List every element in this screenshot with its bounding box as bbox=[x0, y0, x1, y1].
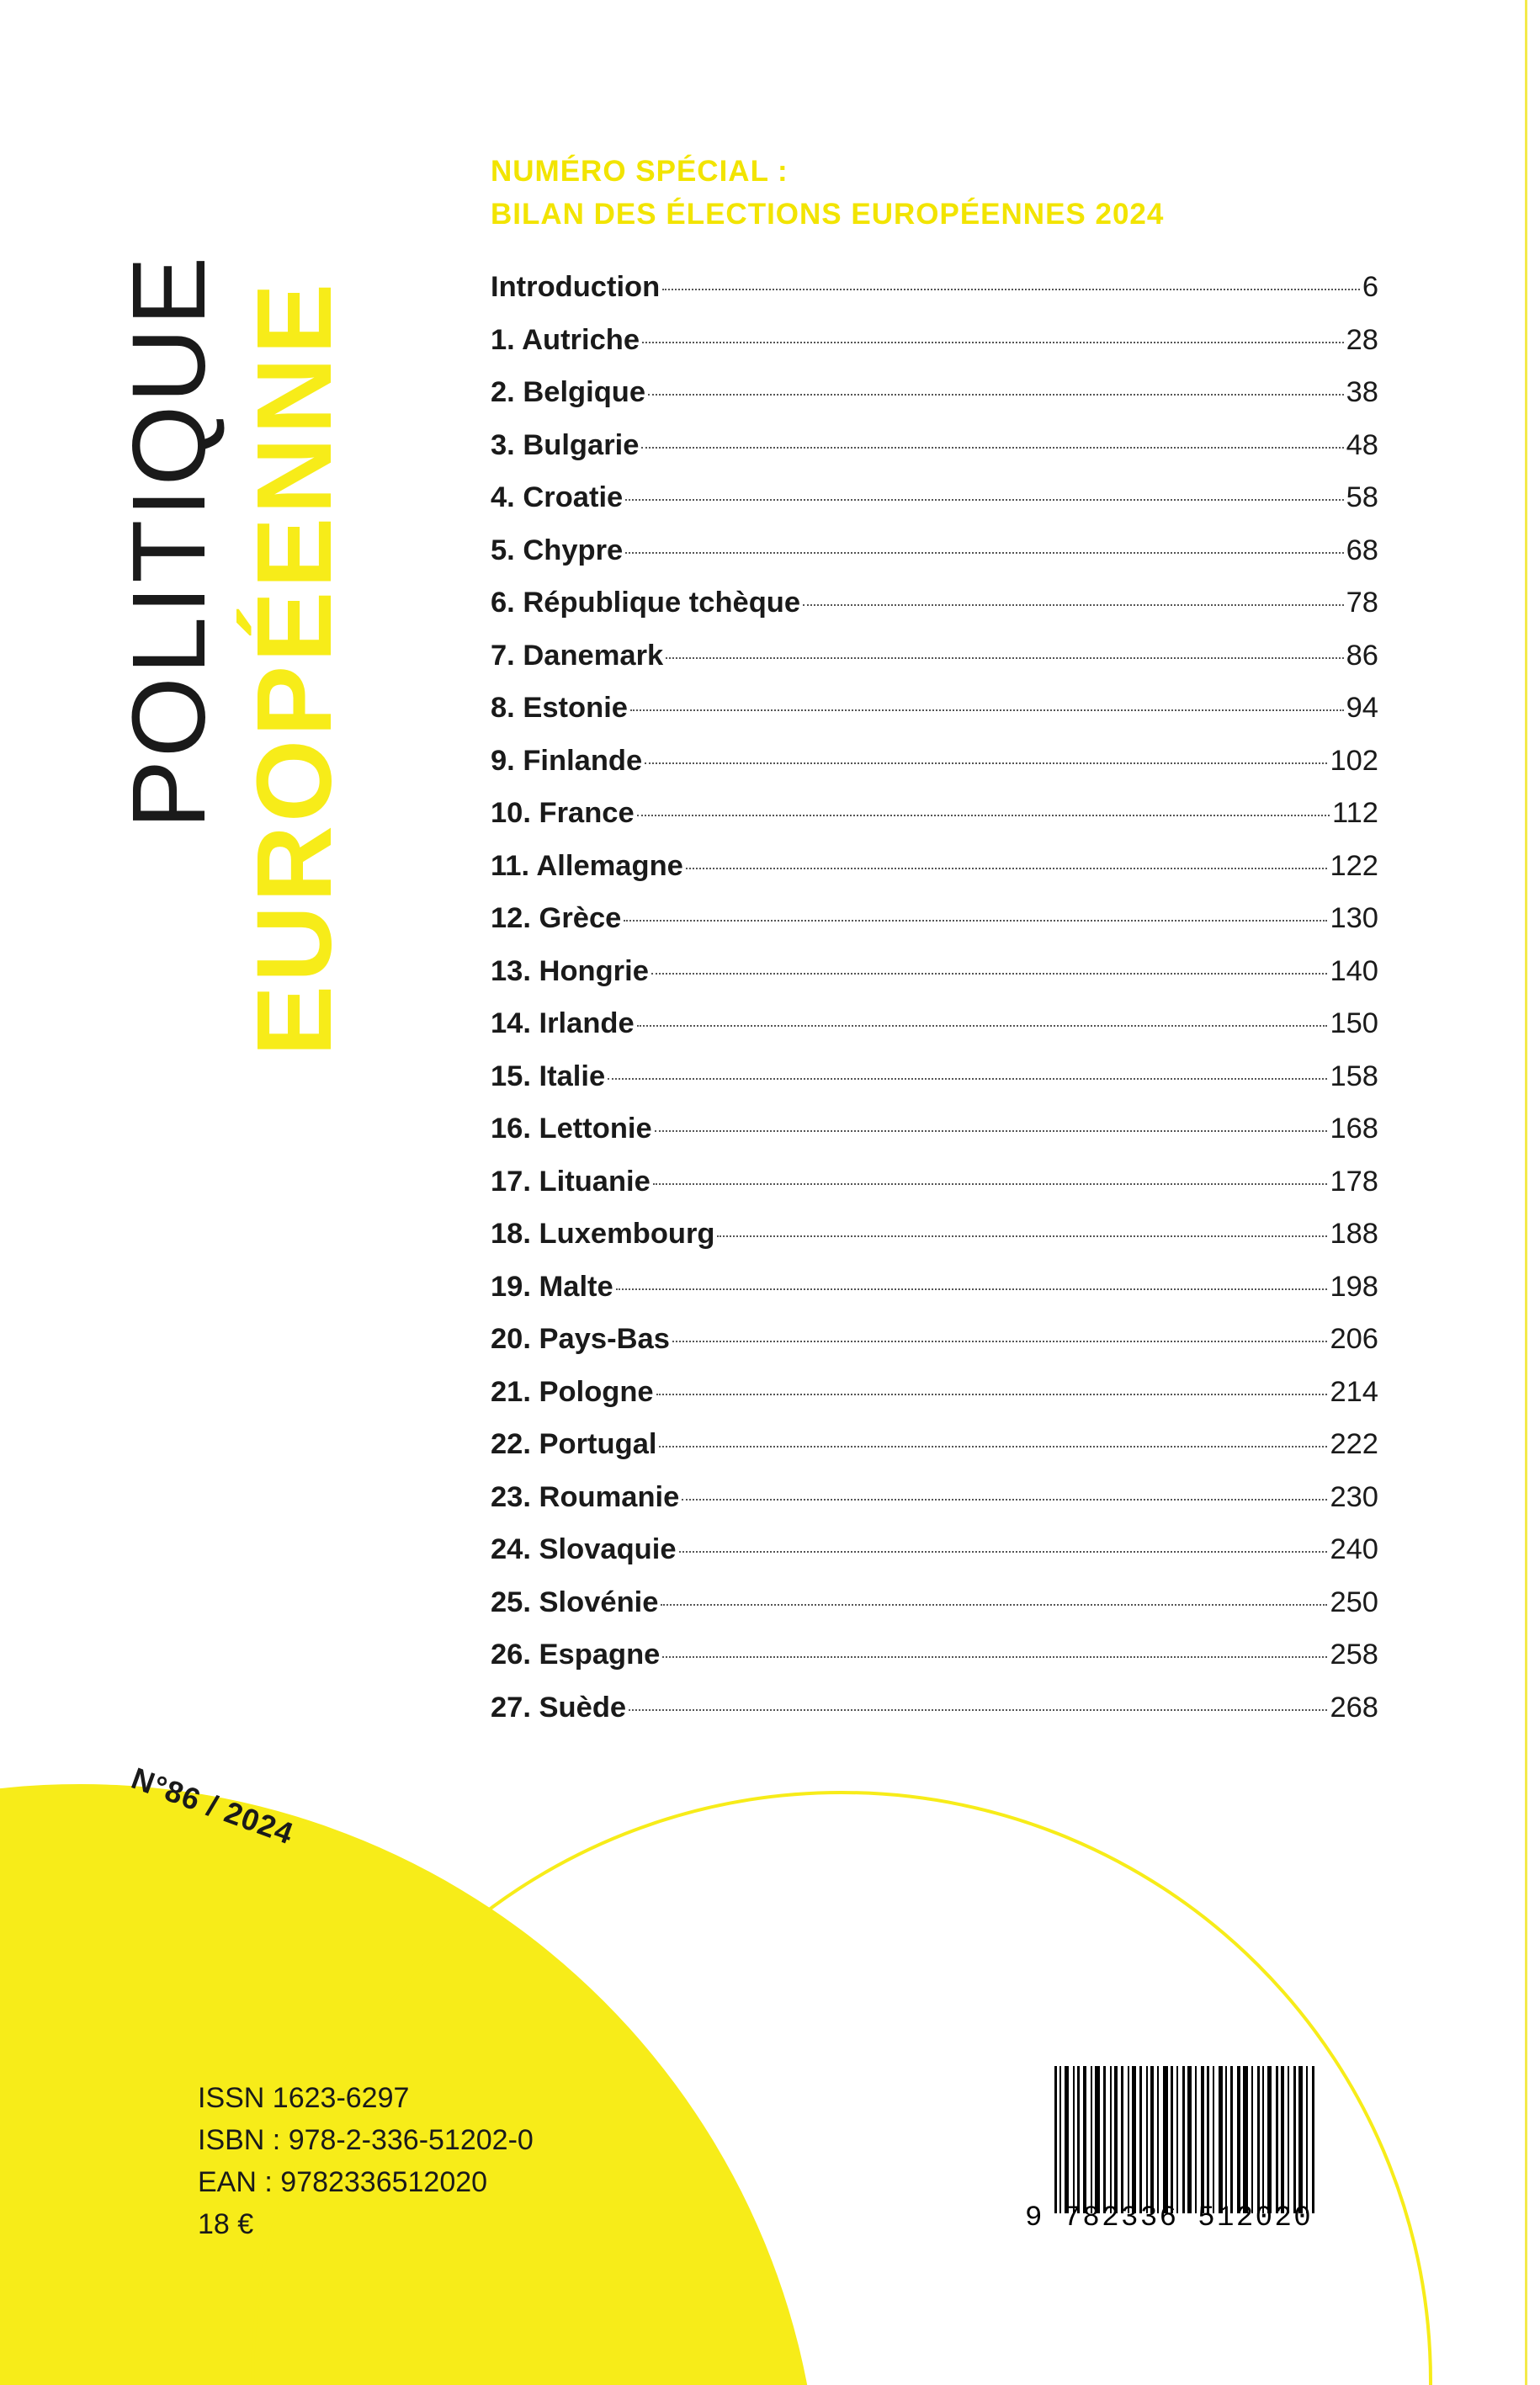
toc-entry bbox=[491, 1218, 1378, 1271]
barcode-bar bbox=[1187, 2066, 1192, 2213]
barcode-bar bbox=[1262, 2066, 1264, 2213]
barcode-bar bbox=[1251, 2066, 1253, 2213]
toc-leader-dots bbox=[655, 1130, 1328, 1132]
toc-entry bbox=[491, 850, 1378, 903]
barcode-bar bbox=[1281, 2066, 1284, 2213]
toc-label: 12. Grèce bbox=[491, 902, 622, 934]
barcode-bar bbox=[1095, 2066, 1100, 2213]
barcode-bar bbox=[1139, 2066, 1142, 2213]
toc-entry bbox=[491, 1428, 1378, 1481]
toc-label: 2. Belgique bbox=[491, 376, 646, 408]
toc-leader-dots bbox=[666, 657, 1343, 659]
toc-leader-dots bbox=[686, 868, 1328, 869]
toc-page-number: 68 bbox=[1346, 534, 1378, 566]
barcode-bar bbox=[1267, 2066, 1272, 2213]
barcode-bar bbox=[1171, 2066, 1173, 2213]
barcode-bar bbox=[1230, 2066, 1233, 2213]
toc-entry bbox=[491, 1533, 1378, 1586]
barcode-bar bbox=[1083, 2066, 1086, 2213]
toc-label: 16. Lettonie bbox=[491, 1113, 652, 1145]
toc-entry bbox=[491, 797, 1378, 850]
barcode-bar bbox=[1121, 2066, 1123, 2213]
toc-label: Introduction bbox=[491, 271, 661, 303]
toc-page-number: 6 bbox=[1362, 271, 1378, 303]
toc-entry bbox=[491, 1376, 1378, 1429]
toc-entry bbox=[491, 1639, 1378, 1692]
barcode-bar bbox=[1146, 2066, 1148, 2213]
barcode-bar bbox=[1163, 2066, 1168, 2213]
barcode bbox=[1025, 2066, 1357, 2239]
barcode-bar bbox=[1182, 2066, 1185, 2213]
toc-label: 9. Finlande bbox=[491, 744, 643, 777]
toc-entry bbox=[491, 587, 1378, 640]
toc-leader-dots bbox=[625, 552, 1343, 554]
barcode-bar bbox=[1059, 2066, 1061, 2213]
toc-page-number: 38 bbox=[1346, 376, 1378, 408]
toc-label: 8. Estonie bbox=[491, 692, 628, 724]
toc-leader-dots bbox=[651, 973, 1328, 975]
toc-page-number: 94 bbox=[1346, 692, 1378, 724]
toc-label: 27. Suède bbox=[491, 1691, 627, 1724]
barcode-bar bbox=[1054, 2066, 1057, 2213]
toc-entry bbox=[491, 745, 1378, 798]
toc-leader-dots bbox=[659, 1446, 1327, 1447]
toc-leader-dots bbox=[682, 1499, 1327, 1501]
subtitle-line-2: BILAN DES ÉLECTIONS EUROPÉENNES 2024 bbox=[491, 198, 1165, 231]
toc-entry bbox=[491, 481, 1378, 534]
toc-entry bbox=[491, 376, 1378, 429]
barcode-bar bbox=[1257, 2066, 1260, 2213]
toc-label: 6. République tchèque bbox=[491, 587, 801, 619]
toc-page-number: 178 bbox=[1330, 1165, 1378, 1198]
title-europeenne: EUROPÉENNE bbox=[235, 279, 353, 1056]
price: 18 € bbox=[198, 2208, 254, 2240]
barcode-bar bbox=[1157, 2066, 1159, 2213]
toc-entry bbox=[491, 1323, 1378, 1376]
toc-label: 14. Irlande bbox=[491, 1007, 635, 1039]
toc-leader-dots bbox=[645, 762, 1327, 764]
toc-entry bbox=[491, 271, 1378, 324]
toc-page-number: 58 bbox=[1346, 481, 1378, 513]
toc-entry bbox=[491, 1166, 1378, 1219]
toc-label: 15. Italie bbox=[491, 1060, 606, 1092]
barcode-bar bbox=[1213, 2066, 1214, 2213]
barcode-digits: 9 782336 512020 bbox=[1025, 2202, 1314, 2234]
toc-leader-dots bbox=[672, 1341, 1328, 1342]
barcode-bar bbox=[1065, 2066, 1069, 2213]
barcode-bar bbox=[1293, 2066, 1296, 2213]
toc-page-number: 78 bbox=[1346, 587, 1378, 619]
toc-label: 3. Bulgarie bbox=[491, 428, 640, 461]
barcode-bar bbox=[1243, 2066, 1248, 2213]
toc-label: 4. Croatie bbox=[491, 481, 624, 513]
barcode-bar bbox=[1288, 2066, 1289, 2213]
toc-label: 22. Portugal bbox=[491, 1428, 657, 1460]
barcode-bar bbox=[1207, 2066, 1209, 2213]
toc-page-number: 112 bbox=[1331, 797, 1378, 829]
toc-page-number: 140 bbox=[1330, 954, 1378, 987]
barcode-bar bbox=[1110, 2066, 1112, 2213]
toc-page-number: 188 bbox=[1330, 1218, 1378, 1250]
issue-number: N°86 / 2024 bbox=[126, 1761, 299, 1851]
toc-entry bbox=[491, 1113, 1378, 1166]
barcode-bar bbox=[1276, 2066, 1278, 2213]
toc-leader-dots bbox=[616, 1288, 1328, 1290]
toc-entry bbox=[491, 640, 1378, 693]
toc-entry bbox=[491, 1692, 1378, 1745]
toc-page-number: 230 bbox=[1330, 1480, 1378, 1513]
toc-page-number: 28 bbox=[1346, 323, 1378, 356]
toc-entry bbox=[491, 1481, 1378, 1534]
toc-entry bbox=[491, 1007, 1378, 1060]
barcode-bar bbox=[1073, 2066, 1075, 2213]
special-issue-heading bbox=[491, 150, 1383, 236]
barcode-bar bbox=[1237, 2066, 1240, 2213]
subtitle-line-1: NUMÉRO SPÉCIAL : bbox=[491, 155, 789, 188]
toc-page-number: 206 bbox=[1330, 1323, 1378, 1355]
toc-leader-dots bbox=[656, 1394, 1328, 1395]
toc-entry bbox=[491, 1586, 1378, 1639]
toc-label: 18. Luxembourg bbox=[491, 1218, 715, 1250]
toc-page-number: 240 bbox=[1330, 1533, 1378, 1565]
barcode-bar bbox=[1298, 2066, 1303, 2213]
title-politique: POLITIQUE bbox=[112, 253, 227, 829]
toc-entry bbox=[491, 534, 1378, 587]
toc-label: 26. Espagne bbox=[491, 1639, 661, 1671]
toc-page-number: 168 bbox=[1330, 1113, 1378, 1145]
toc-page-number: 222 bbox=[1330, 1428, 1378, 1460]
toc-entry bbox=[491, 1271, 1378, 1324]
toc-entry bbox=[491, 955, 1378, 1008]
toc-label: 7. Danemark bbox=[491, 639, 664, 672]
toc-leader-dots bbox=[661, 1604, 1327, 1606]
toc-entry bbox=[491, 324, 1378, 377]
toc-page-number: 48 bbox=[1346, 428, 1378, 461]
barcode-bar bbox=[1306, 2066, 1308, 2213]
toc-label: 23. Roumanie bbox=[491, 1480, 680, 1513]
toc-page-number: 158 bbox=[1330, 1060, 1378, 1092]
toc-leader-dots bbox=[803, 604, 1344, 606]
toc-page-number: 250 bbox=[1330, 1586, 1378, 1618]
barcode-bar bbox=[1091, 2066, 1092, 2213]
toc-label: 25. Slovénie bbox=[491, 1586, 659, 1618]
barcode-bar bbox=[1114, 2066, 1118, 2213]
toc-label: 11. Allemagne bbox=[491, 849, 683, 882]
barcode-bar bbox=[1225, 2066, 1227, 2213]
isbn: ISBN : 978-2-336-51202-0 bbox=[198, 2124, 534, 2156]
toc-label: 17. Lituanie bbox=[491, 1165, 651, 1198]
toc-page-number: 268 bbox=[1330, 1691, 1378, 1724]
toc-page-number: 258 bbox=[1330, 1639, 1378, 1671]
toc-leader-dots bbox=[648, 394, 1344, 396]
toc-label: 13. Hongrie bbox=[491, 954, 649, 987]
toc-page-number: 102 bbox=[1330, 744, 1378, 777]
toc-label: 19. Malte bbox=[491, 1270, 613, 1303]
toc-entry bbox=[491, 902, 1378, 955]
toc-label: 21. Pologne bbox=[491, 1375, 654, 1408]
toc-entry bbox=[491, 1060, 1378, 1113]
toc-page-number: 122 bbox=[1330, 849, 1378, 882]
toc-leader-dots bbox=[653, 1183, 1328, 1185]
toc-leader-dots bbox=[625, 499, 1343, 501]
barcode-bar bbox=[1176, 2066, 1178, 2213]
toc-leader-dots bbox=[630, 709, 1344, 711]
issn: ISSN 1623-6297 bbox=[198, 2082, 410, 2114]
barcode-bar bbox=[1150, 2066, 1154, 2213]
toc-label: 20. Pays-Bas bbox=[491, 1323, 670, 1355]
toc-leader-dots bbox=[624, 920, 1327, 922]
toc-leader-dots bbox=[629, 1709, 1327, 1711]
toc-page-number: 86 bbox=[1346, 639, 1378, 672]
toc-leader-dots bbox=[608, 1078, 1327, 1080]
barcode-bar bbox=[1201, 2066, 1204, 2213]
barcode-bar bbox=[1132, 2066, 1136, 2213]
toc-label: 5. Chypre bbox=[491, 534, 624, 566]
toc-leader-dots bbox=[641, 447, 1343, 449]
barcode-bar bbox=[1219, 2066, 1223, 2213]
table-of-contents bbox=[491, 271, 1378, 1744]
toc-page-number: 150 bbox=[1330, 1007, 1378, 1039]
publication-info bbox=[198, 2077, 534, 2245]
toc-entry bbox=[491, 429, 1378, 482]
toc-leader-dots bbox=[662, 1656, 1327, 1658]
toc-label: 10. France bbox=[491, 797, 635, 829]
toc-leader-dots bbox=[662, 289, 1360, 290]
toc-leader-dots bbox=[637, 815, 1330, 816]
toc-leader-dots bbox=[642, 342, 1344, 343]
toc-entry bbox=[491, 692, 1378, 745]
toc-leader-dots bbox=[717, 1235, 1327, 1237]
barcode-bar bbox=[1195, 2066, 1197, 2213]
barcode-bar bbox=[1077, 2066, 1080, 2213]
toc-page-number: 198 bbox=[1330, 1270, 1378, 1303]
toc-leader-dots bbox=[637, 1025, 1328, 1027]
toc-page-number: 130 bbox=[1330, 902, 1378, 934]
barcode-bar bbox=[1103, 2066, 1106, 2213]
toc-label: 24. Slovaquie bbox=[491, 1533, 677, 1565]
barcode-bar bbox=[1128, 2066, 1129, 2213]
toc-page-number: 214 bbox=[1330, 1375, 1378, 1408]
toc-leader-dots bbox=[679, 1551, 1328, 1553]
barcode-bars bbox=[1054, 2066, 1354, 2213]
barcode-bar bbox=[1312, 2066, 1314, 2213]
ean: EAN : 9782336512020 bbox=[198, 2166, 488, 2198]
toc-label: 1. Autriche bbox=[491, 323, 640, 356]
